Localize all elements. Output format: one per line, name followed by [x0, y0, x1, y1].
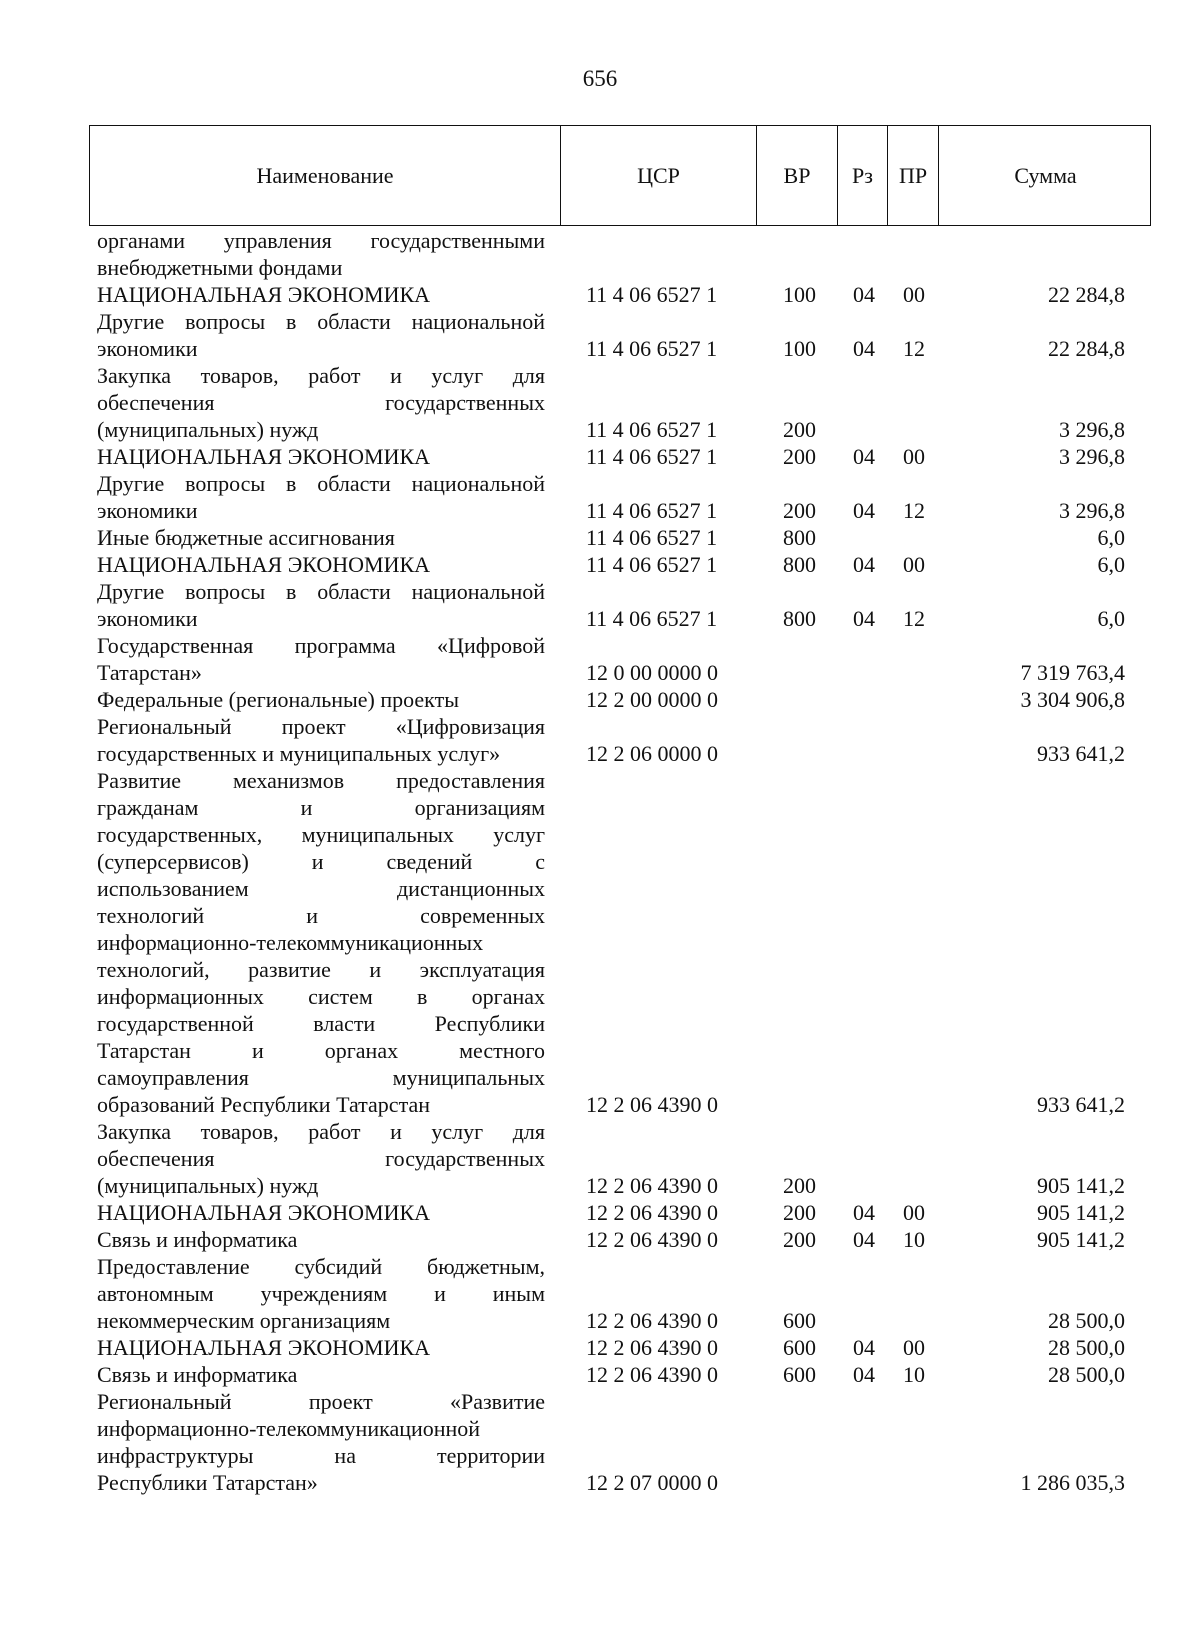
row-sum: 905 141,2	[1037, 1200, 1125, 1225]
row-vr: 800	[783, 525, 816, 550]
row-sum: 3 296,8	[1059, 417, 1125, 442]
row-name-line: технологий, развитие и эксплуатация	[97, 957, 545, 982]
row-name-line: Связь и информатика	[97, 1227, 298, 1252]
row-sum: 28 500,0	[1048, 1362, 1125, 1387]
table-row	[0, 767, 1200, 1118]
row-name	[97, 551, 545, 578]
header-pr: ПР	[888, 126, 939, 225]
table-row	[0, 1334, 1200, 1361]
row-pr: 12	[903, 498, 925, 523]
row-vr: 100	[783, 282, 816, 307]
row-vr: 800	[783, 552, 816, 577]
row-vr: 100	[783, 336, 816, 361]
row-name-line: государственных и муниципальных услуг»	[97, 741, 501, 766]
row-sum: 7 319 763,4	[1020, 660, 1125, 685]
table-row	[0, 1388, 1200, 1496]
row-csr: 11 4 06 6527 1	[586, 282, 718, 307]
row-sum: 933 641,2	[1037, 1092, 1125, 1117]
row-sum: 1 286 035,3	[1020, 1470, 1125, 1495]
row-name-line: информационно-телекоммуникационной	[97, 1416, 481, 1441]
row-name-line: НАЦИОНАЛЬНАЯ ЭКОНОМИКА	[97, 552, 431, 577]
row-pr: 10	[903, 1227, 925, 1252]
row-rz: 04	[853, 606, 875, 631]
row-name-line: информационно-телекоммуникационных	[97, 930, 484, 955]
row-name-line: Государственная программа «Цифровой	[97, 633, 545, 658]
row-rz: 04	[853, 282, 875, 307]
row-csr: 12 2 06 4390 0	[586, 1308, 718, 1333]
row-vr: 200	[783, 444, 816, 469]
row-name-line: (суперсервисов) и сведений с	[97, 849, 545, 874]
row-name-line: НАЦИОНАЛЬНАЯ ЭКОНОМИКА	[97, 282, 431, 307]
row-name-line: Предоставление субсидий бюджетным,	[97, 1254, 545, 1279]
row-name-line: Республики Татарстан»	[97, 1470, 318, 1495]
row-pr: 12	[903, 606, 925, 631]
row-name-line: (муниципальных) нужд	[97, 417, 319, 442]
table-row	[0, 443, 1200, 470]
table-row	[0, 1226, 1200, 1253]
row-sum: 6,0	[1097, 552, 1125, 577]
row-sum: 28 500,0	[1048, 1308, 1125, 1333]
table-row	[0, 632, 1200, 686]
row-name	[97, 1361, 545, 1388]
row-rz: 04	[853, 336, 875, 361]
row-sum: 28 500,0	[1048, 1335, 1125, 1360]
row-csr: 12 2 06 4390 0	[586, 1227, 718, 1252]
row-name-line: Татарстан»	[97, 660, 202, 685]
table-body	[0, 227, 1200, 1496]
row-csr: 12 0 00 0000 0	[586, 660, 718, 685]
row-name-line: (муниципальных) нужд	[97, 1173, 319, 1198]
row-csr: 12 2 06 4390 0	[586, 1200, 718, 1225]
row-sum: 3 296,8	[1059, 498, 1125, 523]
row-name	[97, 1226, 545, 1253]
row-name	[97, 578, 545, 632]
row-pr: 12	[903, 336, 925, 361]
row-name-line: экономики	[97, 498, 198, 523]
row-rz: 04	[853, 444, 875, 469]
row-name-line: НАЦИОНАЛЬНАЯ ЭКОНОМИКА	[97, 444, 431, 469]
row-sum: 6,0	[1097, 525, 1125, 550]
row-name-line: НАЦИОНАЛЬНАЯ ЭКОНОМИКА	[97, 1200, 431, 1225]
row-name-line: экономики	[97, 336, 198, 361]
row-name-line: Другие вопросы в области национальной	[97, 471, 545, 496]
row-name-line: некоммерческим организациям	[97, 1308, 391, 1333]
row-name	[97, 281, 545, 308]
row-name-line: Региональный проект «Развитие	[97, 1389, 545, 1414]
row-sum: 3 296,8	[1059, 444, 1125, 469]
row-name-line: технологий и современных	[97, 903, 545, 928]
table-row	[0, 524, 1200, 551]
table-row	[0, 281, 1200, 308]
row-csr: 12 2 06 0000 0	[586, 741, 718, 766]
row-sum: 22 284,8	[1048, 282, 1125, 307]
row-csr: 11 4 06 6527 1	[586, 606, 718, 631]
header-rz: Рз	[838, 126, 888, 225]
row-csr: 11 4 06 6527 1	[586, 498, 718, 523]
row-sum: 933 641,2	[1037, 741, 1125, 766]
table-row	[0, 1361, 1200, 1388]
row-sum: 905 141,2	[1037, 1227, 1125, 1252]
row-vr: 200	[783, 1200, 816, 1225]
header-name: Наименование	[90, 126, 561, 225]
row-name-line: Закупка товаров, работ и услуг для	[97, 363, 545, 388]
row-name	[97, 524, 545, 551]
row-pr: 00	[903, 1200, 925, 1225]
row-name	[97, 767, 545, 1118]
row-vr: 600	[783, 1308, 816, 1333]
row-name-line: Развитие механизмов предоставления	[97, 768, 545, 793]
header-csr: ЦСР	[561, 126, 757, 225]
row-name-line: информационных систем в органах	[97, 984, 545, 1009]
row-name	[97, 686, 545, 713]
page-number: 656	[582, 66, 618, 91]
row-name-line: экономики	[97, 606, 198, 631]
row-name-line: Региональный проект «Цифровизация	[97, 714, 545, 739]
row-csr: 11 4 06 6527 1	[586, 336, 718, 361]
row-vr: 200	[783, 1227, 816, 1252]
row-csr: 12 2 06 4390 0	[586, 1092, 718, 1117]
row-name	[97, 632, 545, 686]
row-rz: 04	[853, 1227, 875, 1252]
row-name-line: образований Республики Татарстан	[97, 1092, 430, 1117]
row-vr: 200	[783, 498, 816, 523]
row-name-line: использованием дистанционных	[97, 876, 545, 901]
row-rz: 04	[853, 552, 875, 577]
row-sum: 905 141,2	[1037, 1173, 1125, 1198]
table-row	[0, 551, 1200, 578]
table-row	[0, 308, 1200, 362]
row-name-line: самоуправления муниципальных	[97, 1065, 545, 1090]
row-name	[97, 1334, 545, 1361]
row-vr: 600	[783, 1362, 816, 1387]
table-row	[0, 1199, 1200, 1226]
table-row	[0, 470, 1200, 524]
row-name-line: Связь и информатика	[97, 1362, 298, 1387]
row-csr: 11 4 06 6527 1	[586, 552, 718, 577]
table-row	[0, 227, 1200, 281]
row-name	[97, 1253, 545, 1334]
row-csr: 12 2 07 0000 0	[586, 1470, 718, 1495]
row-csr: 12 2 06 4390 0	[586, 1335, 718, 1360]
row-name	[97, 443, 545, 470]
table-row	[0, 362, 1200, 443]
row-name-line: Другие вопросы в области национальной	[97, 579, 545, 604]
row-csr: 12 2 06 4390 0	[586, 1362, 718, 1387]
row-rz: 04	[853, 1200, 875, 1225]
row-csr: 11 4 06 6527 1	[586, 525, 718, 550]
row-name-line: государственных, муниципальных услуг	[97, 822, 545, 847]
row-name	[97, 1199, 545, 1226]
row-vr: 200	[783, 417, 816, 442]
row-name-line: Другие вопросы в области национальной	[97, 309, 545, 334]
row-name-line: Иные бюджетные ассигнования	[97, 525, 395, 550]
table-row	[0, 578, 1200, 632]
row-csr: 12 2 06 4390 0	[586, 1173, 718, 1198]
table-row	[0, 1253, 1200, 1334]
row-name-line: Федеральные (региональные) проекты	[97, 687, 459, 712]
row-csr: 11 4 06 6527 1	[586, 417, 718, 442]
row-vr: 200	[783, 1173, 816, 1198]
row-name-line: внебюджетными фондами	[97, 255, 343, 280]
table-row	[0, 713, 1200, 767]
row-pr: 10	[903, 1362, 925, 1387]
row-name	[97, 308, 545, 362]
row-pr: 00	[903, 444, 925, 469]
row-name	[97, 362, 545, 443]
table-header	[89, 125, 1151, 226]
row-pr: 00	[903, 552, 925, 577]
row-pr: 00	[903, 282, 925, 307]
row-rz: 04	[853, 1335, 875, 1360]
table-row	[0, 686, 1200, 713]
row-sum: 6,0	[1097, 606, 1125, 631]
row-name-line: Татарстан и органах местного	[97, 1038, 545, 1063]
row-rz: 04	[853, 1362, 875, 1387]
header-sum: Сумма	[1014, 162, 1077, 188]
row-name-line: инфраструктуры на территории	[97, 1443, 545, 1468]
row-name-line: гражданам и организациям	[97, 795, 545, 820]
row-pr: 00	[903, 1335, 925, 1360]
row-name	[97, 1118, 545, 1199]
row-name-line: обеспечения государственных	[97, 1146, 545, 1171]
row-name	[97, 470, 545, 524]
row-name	[97, 1388, 545, 1496]
row-name-line: Закупка товаров, работ и услуг для	[97, 1119, 545, 1144]
row-name-line: автономным учреждениям и иным	[97, 1281, 545, 1306]
row-name-line: обеспечения государственных	[97, 390, 545, 415]
row-csr: 11 4 06 6527 1	[586, 444, 718, 469]
row-name-line: НАЦИОНАЛЬНАЯ ЭКОНОМИКА	[97, 1335, 431, 1360]
header-vr: ВР	[757, 126, 838, 225]
table-row	[0, 1118, 1200, 1199]
row-name	[97, 713, 545, 767]
row-name-line: государственной власти Республики	[97, 1011, 545, 1036]
row-rz: 04	[853, 498, 875, 523]
row-sum: 22 284,8	[1048, 336, 1125, 361]
row-csr: 12 2 00 0000 0	[586, 687, 718, 712]
row-vr: 800	[783, 606, 816, 631]
row-vr: 600	[783, 1335, 816, 1360]
row-name-line: органами управления государственными	[97, 228, 545, 253]
row-sum: 3 304 906,8	[1020, 687, 1125, 712]
row-name	[97, 227, 545, 281]
